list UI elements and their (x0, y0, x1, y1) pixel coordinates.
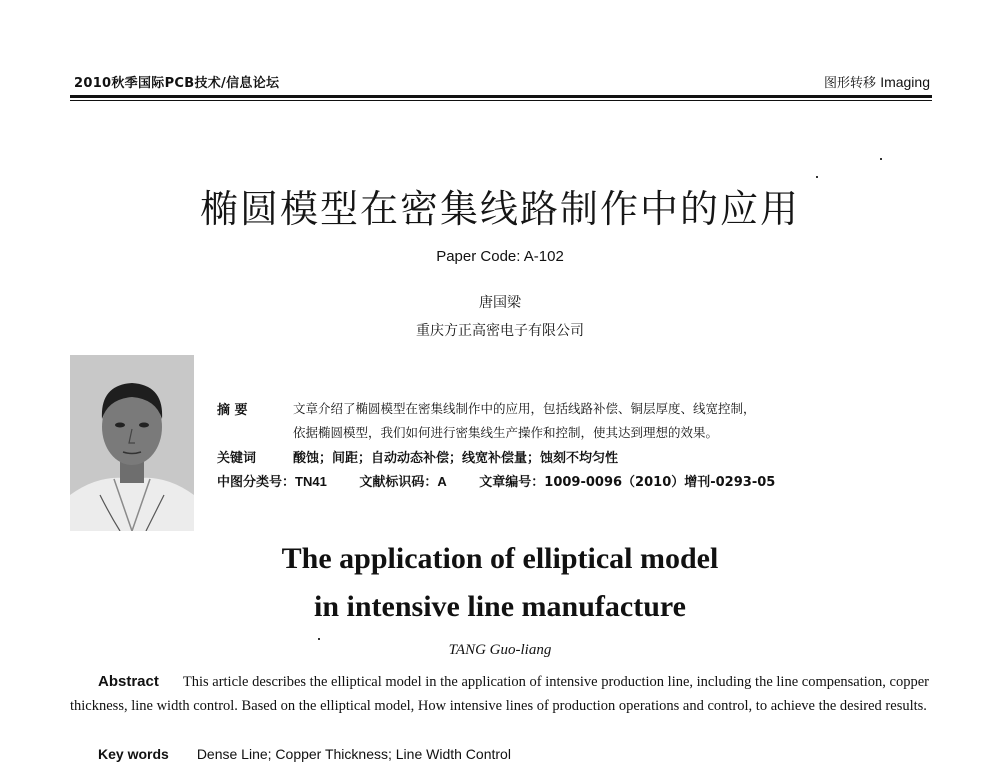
abstract-text-cn-line2: 依据椭圆模型，我们如何进行密集线生产操作和控制，使其达到理想的效果。 (293, 425, 719, 440)
author-affiliation-cn: 重庆方正高密电子有限公司 (416, 323, 584, 339)
paper-title-en-line2: in intensive line manufacture (314, 590, 686, 623)
keywords-text-cn: 酸蚀；间距；自动动态补偿；线宽补偿量；蚀刻不均匀性 (293, 451, 619, 466)
article-number-value: 1009-0096（2010）增刊-0293-05 (544, 475, 776, 490)
article-number-label: 文章编号： (479, 475, 545, 490)
running-header-right (824, 72, 930, 91)
clc-value: TN41 (295, 474, 327, 489)
abstract-text-cn-line1: 文章介绍了椭圆模型在密集线制作中的应用，包括线路补偿、铜层厚度、线宽控制， (293, 401, 756, 416)
clc-label: 中图分类号： (217, 475, 296, 490)
abstract-label-en: Abstract (98, 673, 159, 690)
author-name-cn: 唐国梁 (479, 295, 521, 311)
portrait-image (70, 355, 194, 531)
keywords-label-cn: 关键词 (217, 451, 257, 466)
keywords-label-en: Key words (98, 746, 169, 762)
abstract-text-en: This article describes the elliptical model in the application of intensive production line, including the line compensation, copper thickness, line width control. Based on the elliptical model, How intensive lines of production operations and control, to achieve the desired results. (70, 674, 929, 714)
paper-title-cn: 椭圆模型在密集线路制作中的应用 (199, 187, 800, 231)
abstract-en (70, 670, 932, 718)
paper-title-en-line1: The application of elliptical model (281, 542, 719, 575)
scan-speck (880, 158, 882, 160)
header-rule-thin (70, 100, 932, 101)
abstract-label-cn: 摘 要 (217, 403, 248, 418)
header-rule-thick (70, 95, 932, 98)
running-header-left: 2010秋季国际PCB技术/信息论坛 (74, 76, 280, 91)
paper-code: Paper Code: A-102 (436, 248, 564, 265)
author-photo (70, 355, 194, 531)
section-label-en: Imaging (880, 74, 930, 90)
doc-code-label: 文献标识码： (359, 475, 438, 490)
doc-code-value: A (437, 474, 447, 489)
author-name-en: TANG Guo-liang (448, 642, 552, 658)
classification-line (217, 471, 775, 490)
keywords-text-en: Dense Line; Copper Thickness; Line Width Control (196, 746, 511, 762)
scan-speck (318, 638, 320, 640)
section-label-cn: 图形转移 (824, 76, 877, 91)
